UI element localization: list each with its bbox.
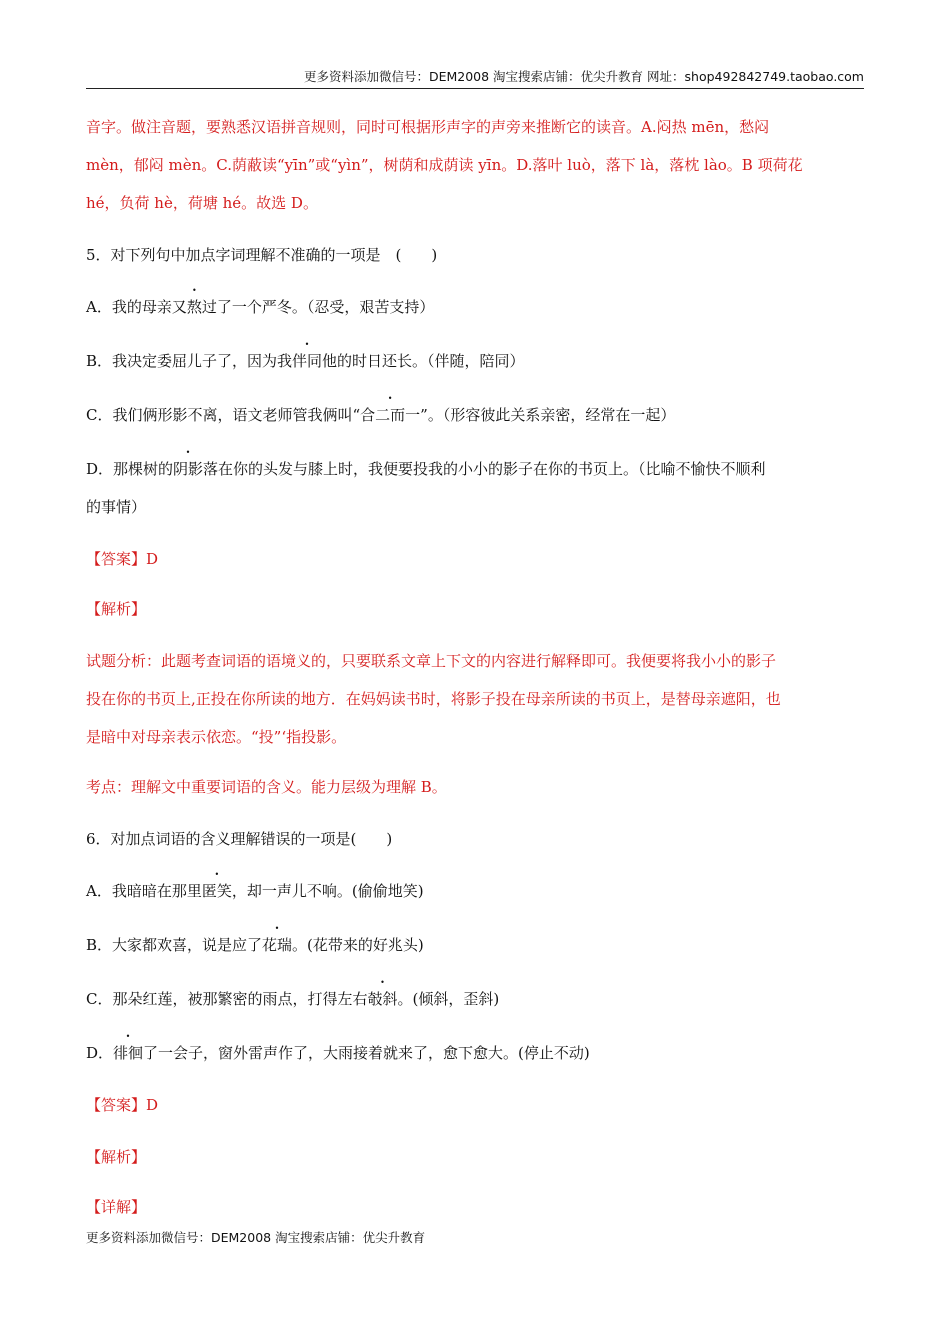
q5-b-post: 他的时日还长。（伴随，陪同） (322, 352, 525, 370)
q5-option-c (86, 396, 880, 434)
q6-option-b (86, 926, 880, 964)
q4-explain-line-2: mèn，郁闷 mèn。C.荫蔽读“yīn”或“yìn”，树荫和成荫读 yīn。D.落叶 luò，落下 là，落枕 lào。B 项荷花 (86, 156, 803, 174)
q5-stem: 5．对下列句中加点字词理解不准确的一项是 ( ) (86, 246, 438, 264)
q6-stem: 6．对加点词语的含义理解错误的一项是( ) (86, 830, 393, 848)
q6-b-pre: B．大家都欢喜，说是应了 (86, 936, 263, 954)
q6-c-post: 。(倾斜，歪斜) (397, 990, 500, 1008)
q6-a-marked-word: 匿笑 (201, 882, 232, 900)
q6-d-post: 了一会子，窗外雷声作了，大雨接着就来了，愈下愈大。(停止不动) (143, 1044, 590, 1062)
q5-option-d (86, 450, 880, 488)
q5-c-pre: C．我们俩形影不离，语文老师管我俩叫“ (86, 406, 361, 424)
q5-d-pre: D．那棵树的 (86, 460, 174, 478)
q5-a-pre: A．我的母亲又 (86, 298, 187, 316)
q6-d-pre: D． (86, 1044, 114, 1062)
q6-option-d (86, 1034, 880, 1072)
q5-answer-value: D (146, 550, 159, 568)
q5-answer-label: 【答案】 (86, 550, 147, 568)
q6-d-marked-word: 徘徊 (113, 1044, 144, 1062)
q6-b-post: 。(花带来的好兆头) (292, 936, 424, 954)
q5-d-post: 落在你的头发与膝上时，我便要投我的小小的影子在你的书页上。（比喻不愉快不顺利 (203, 460, 766, 478)
q6-option-a (86, 872, 880, 910)
q5-b-pre: B．我决定委屈儿子了，因为我 (86, 352, 293, 370)
q5-analysis-line-1: 试题分析：此题考查词语的语境义的，只要联系文章上下文的内容进行解释即可。我便要将我小小的影子 (86, 652, 777, 670)
q6-answer-label: 【答案】 (86, 1096, 147, 1114)
q5-option-d-line-2: 的事情） (86, 498, 147, 516)
q6-a-pre: A．我暗暗在那里 (86, 882, 202, 900)
q5-b-marked-word: 伴同 (292, 352, 323, 370)
q5-analysis-line-2: 投在你的书页上,正投在你所读的地方．在妈妈读书时，将影子投在母亲所读的书页上，是替母亲遮阳，也 (86, 690, 781, 708)
q6-c-pre: C．那朵红莲，被那繁密的雨点，打得左右 (86, 990, 368, 1008)
q5-d-marked-word: 阴影 (173, 460, 204, 478)
q5-c-marked-word: 合二而一 (360, 406, 421, 424)
q4-explain-line-3: hé，负荷 hè，荷塘 hé。故选 D。 (86, 194, 318, 212)
page-header: 更多资料添加微信号：DEM2008 淘宝搜索店铺：优尖升教育 网址：shop492842749.taobao.com (86, 66, 864, 89)
q5-analysis-label: 【解析】 (86, 600, 147, 618)
q5-option-a (86, 288, 880, 326)
q6-detail-label: 【详解】 (86, 1198, 147, 1216)
q6-analysis-label: 【解析】 (86, 1148, 147, 1166)
q5-a-marked-word: 熬 (186, 298, 202, 316)
q4-explain-line-1: 音字。做注音题，要熟悉汉语拼音规则，同时可根据形声字的声旁来推断它的读音。A.闷热 mēn，愁闷 (86, 118, 770, 136)
q6-a-post: ，却一声儿不响。(偷偷地笑) (231, 882, 424, 900)
q5-c-post: ”。（形容彼此关系亲密，经常在一起） (420, 406, 676, 424)
q6-c-marked-word: 攲斜 (367, 990, 398, 1008)
q5-option-b (86, 342, 880, 380)
q5-answer (86, 540, 880, 578)
q5-kaodian: 考点：理解文中重要词语的含义。能力层级为理解 B。 (86, 778, 447, 796)
q6-b-marked-word: 花瑞 (262, 936, 293, 954)
page-footer: 更多资料添加微信号：DEM2008 淘宝搜索店铺：优尖升教育 (86, 1230, 426, 1245)
q6-answer-value: D (146, 1096, 159, 1114)
q5-analysis-line-3: 是暗中对母亲表示依恋。“投”‘指投影。 (86, 728, 347, 746)
q6-option-c (86, 980, 880, 1018)
q6-answer (86, 1086, 880, 1124)
q5-a-post: 过了一个严冬。（忍受，艰苦支持） (201, 298, 435, 316)
